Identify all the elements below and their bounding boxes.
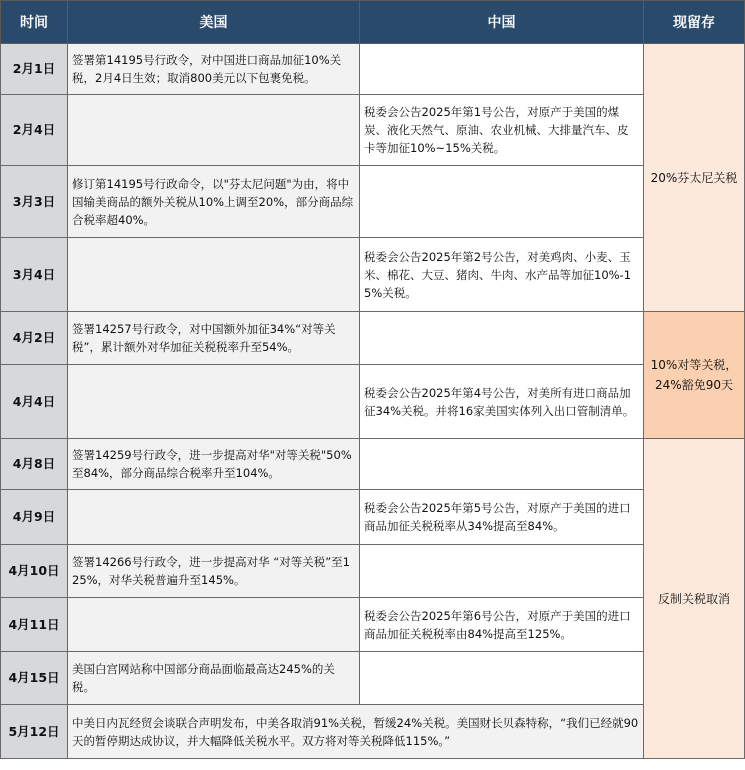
row-date: 4月10日 [1, 545, 68, 598]
header-china: 中国 [360, 1, 644, 44]
row-date: 4月8日 [1, 439, 68, 490]
table-row [1, 365, 745, 439]
table-row [1, 598, 745, 652]
us-action: 签署14266号行政令，进一步提高对华 “对等关税”至125%，对华关税普遍升至145%。 [68, 545, 360, 598]
table-row [1, 439, 745, 490]
china-action [360, 439, 644, 490]
row-date: 4月9日 [1, 490, 68, 545]
table-row [1, 166, 745, 238]
row-date: 3月3日 [1, 166, 68, 238]
row-date: 3月4日 [1, 238, 68, 312]
header-time: 时间 [1, 1, 68, 44]
us-action: 美国白宫网站称中国部分商品面临最高达245%的关税。 [68, 652, 360, 705]
china-action: 税委会公告2025年第6号公告，对原产于美国的进口商品加征关税税率由84%提高至125%。 [360, 598, 644, 652]
china-action [360, 166, 644, 238]
us-action: 签署14257号行政令，对中国额外加征34%“对等关税”，累计额外对华加征关税税率升至54%。 [68, 312, 360, 365]
current-status-cancelled: 反制关税取消 [644, 439, 745, 759]
joint-statement: 中美日内瓦经贸会谈联合声明发布，中美各取消91%关税，暂缓24%关税。美国财长贝森特称，“我们已经就90天的暂停期达成协议，并大幅降低关税水平。双方将对等关税降低115%。” [68, 705, 644, 759]
us-action [68, 598, 360, 652]
us-action [68, 95, 360, 166]
us-action: 修订第14195号行政命令，以"芬太尼问题"为由，将中国输美商品的额外关税从10%上调至20%，部分商品综合税率超40%。 [68, 166, 360, 238]
us-action [68, 238, 360, 312]
row-date: 4月15日 [1, 652, 68, 705]
us-action [68, 490, 360, 545]
table-row [1, 490, 745, 545]
header-row [1, 1, 745, 44]
china-action: 税委会公告2025年第2号公告，对美鸡肉、小麦、玉米、棉花、大豆、猪肉、牛肉、水产品等加征10%-15%关税。 [360, 238, 644, 312]
china-action [360, 44, 644, 95]
row-date: 4月4日 [1, 365, 68, 439]
header-us: 美国 [68, 1, 360, 44]
row-date: 5月12日 [1, 705, 68, 759]
row-date: 2月4日 [1, 95, 68, 166]
table-row [1, 44, 745, 95]
current-status-fentanyl: 20%芬太尼关税 [644, 44, 745, 312]
table-row [1, 312, 745, 365]
china-action [360, 652, 644, 705]
table-row [1, 545, 745, 598]
china-action [360, 312, 644, 365]
table-row [1, 238, 745, 312]
table-row [1, 95, 745, 166]
header-current: 现留存 [644, 1, 745, 44]
china-action: 税委会公告2025年第5号公告，对原产于美国的进口商品加征关税税率从34%提高至84%。 [360, 490, 644, 545]
china-action [360, 545, 644, 598]
china-action: 税委会公告2025年第4号公告，对美所有进口商品加征34%关税。并将16家美国实体列入出口管制清单。 [360, 365, 644, 439]
us-action: 签署14259号行政令，进一步提高对华"对等关税"50%至84%，部分商品综合税率升至104%。 [68, 439, 360, 490]
row-date: 2月1日 [1, 44, 68, 95]
current-status-reciprocal: 10%对等关税，24%豁免90天 [644, 312, 745, 439]
china-action: 税委会公告2025年第1号公告，对原产于美国的煤炭、液化天然气、原油、农业机械、大排量汽车、皮卡等加征10%~15%关税。 [360, 95, 644, 166]
table-row [1, 652, 745, 705]
row-date: 4月2日 [1, 312, 68, 365]
us-action [68, 365, 360, 439]
row-date: 4月11日 [1, 598, 68, 652]
us-action: 签署第14195号行政令，对中国进口商品加征10%关税，2月4日生效；取消800美元以下包裹免税。 [68, 44, 360, 95]
table-row-final [1, 705, 745, 759]
